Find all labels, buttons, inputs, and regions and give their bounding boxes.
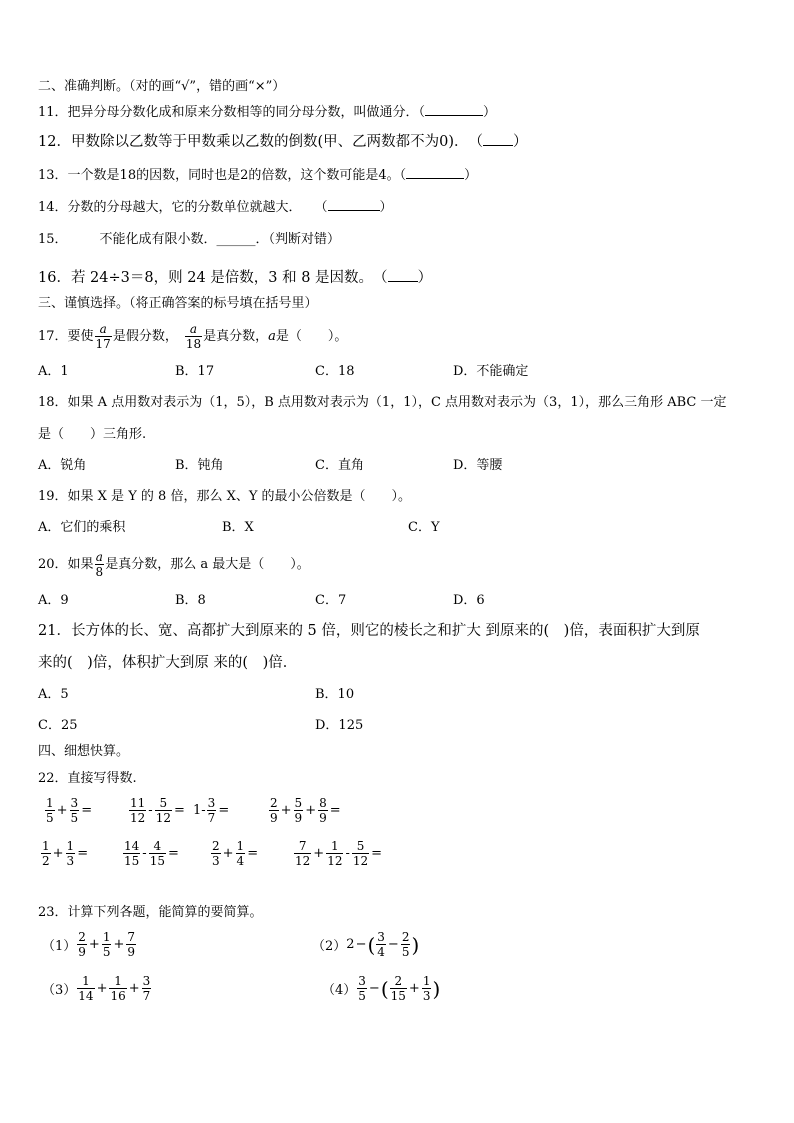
problem-3: （3） $\frac{1}{14}$ + $\frac{1}{16}$ + $\frac{3}{7}$ — [42, 974, 151, 1003]
option-b[interactable]: B．8 — [175, 593, 206, 608]
question-18-line-2: 是（ ）三角形. — [38, 427, 147, 442]
answer-blank[interactable] — [425, 103, 483, 116]
option-c[interactable]: C．18 — [315, 364, 355, 379]
option-c[interactable]: C．7 — [315, 593, 347, 608]
option-a[interactable]: A．它们的乘积 — [38, 520, 126, 535]
expression-7: $\frac{2}{3}$ + $\frac{1}{4}$ = — [212, 839, 259, 868]
option-b[interactable]: B．X — [222, 520, 254, 535]
problem-1: （1） $\frac{2}{9}$ + $\frac{1}{5}$ + $\frac{7}{9}$ — [42, 930, 136, 959]
option-d[interactable]: D．不能确定 — [453, 364, 529, 379]
expression-2: $\frac{11}{12}$ - $\frac{5}{12}$ = — [130, 796, 185, 825]
question-12: 12．甲数除以乙数等于甲数乘以乙数的倒数(甲、乙两数都不为0)． （ ） — [38, 134, 528, 150]
expression-4: $\frac{2}{9}$ + $\frac{5}{9}$ + $\frac{8}{9}$ = — [270, 796, 341, 825]
question-13: 13．一个数是18的因数，同时也是2的倍数，这个数可能是4。（ ） — [38, 168, 478, 183]
question-11: 11．把异分母分数化成和原来分数相等的同分母分数，叫做通分．（ ） — [38, 105, 497, 120]
question-17: 17．要使 $\frac{a}{17}$ 是假分数， $\frac{a}{18}$ 是真分数，a是（ ）。 — [38, 322, 348, 351]
option-c[interactable]: C．直角 — [315, 458, 364, 473]
fraction: $\frac{a}{17}$ — [95, 322, 111, 351]
expression-3: 1- $\frac{3}{7}$ = — [193, 796, 230, 825]
question-15: 15． 不能化成有限小数．______．（判断对错） — [38, 232, 341, 247]
option-a[interactable]: A．1 — [38, 364, 69, 379]
option-b[interactable]: B．钝角 — [175, 458, 224, 473]
section-4-heading: 四、细想快算。 — [38, 744, 130, 759]
answer-blank[interactable] — [388, 269, 418, 282]
question-21-line-1: 21．长方体的长、宽、高都扩大到原来的 5 倍，则它的棱长之和扩大 到原来的( )倍，表面积扩大到原 — [38, 623, 700, 639]
question-18-line-1: 18．如果 A 点用数对表示为（1，5），B 点用数对表示为（1，1），C 点用数对表示为（3，1），那么三角形 ABC 一定 — [38, 395, 727, 410]
answer-blank[interactable] — [483, 133, 513, 146]
problem-2: （2） 2 − ( $\frac{3}{4}$ − $\frac{2}{5}$ ) — [312, 930, 420, 959]
section-2-heading: 二、准确判断。（对的画“√”，错的画“×”） — [38, 79, 286, 94]
expression-5: $\frac{1}{2}$ + $\frac{1}{3}$ = — [42, 839, 89, 868]
question-22-title: 22．直接写得数. — [38, 771, 137, 786]
question-14: 14．分数的分母越大，它的分数单位就越大． （ ） — [38, 200, 393, 215]
expression-8: $\frac{7}{12}$ + $\frac{1}{12}$ - $\frac{5}{12}$ = — [295, 839, 383, 868]
option-a[interactable]: A．5 — [38, 687, 69, 702]
expression-6: $\frac{14}{15}$ - $\frac{4}{15}$ = — [124, 839, 179, 868]
option-a[interactable]: A．锐角 — [38, 458, 87, 473]
answer-blank[interactable] — [406, 166, 464, 179]
option-d[interactable]: D．6 — [453, 593, 485, 608]
option-d[interactable]: D．125 — [315, 718, 364, 733]
fraction: $\frac{a}{18}$ — [185, 322, 202, 351]
option-c[interactable]: C．Y — [408, 520, 440, 535]
problem-4: （4） $\frac{3}{5}$ − ( $\frac{2}{15}$ + $\frac{1}{3}$ ) — [322, 974, 441, 1003]
question-23-title: 23．计算下列各题，能简算的要简算。 — [38, 905, 263, 920]
option-a[interactable]: A．9 — [38, 593, 69, 608]
question-19: 19．如果 X 是 Y 的 8 倍，那么 X、Y 的最小公倍数是（ ）。 — [38, 489, 412, 504]
section-3-heading: 三、谨慎选择。（将正确答案的标号填在括号里） — [38, 296, 318, 311]
option-d[interactable]: D．等腰 — [453, 458, 503, 473]
question-20: 20．如果 $\frac{a}{8}$ 是真分数，那么 a 最大是（ ）。 — [38, 550, 310, 579]
option-b[interactable]: B．10 — [315, 687, 355, 702]
fraction: $\frac{a}{8}$ — [95, 550, 104, 579]
option-c[interactable]: C．25 — [38, 718, 78, 733]
expression-1: $\frac{1}{5}$ + $\frac{3}{5}$ = — [46, 796, 93, 825]
question-21-line-2: 来的( )倍，体积扩大到原 来的( )倍． — [38, 655, 298, 671]
option-b[interactable]: B．17 — [175, 364, 215, 379]
answer-blank[interactable] — [328, 198, 380, 211]
question-16: 16．若 24÷3＝8，则 24 是倍数，3 和 8 是因数。 （ ） — [38, 270, 433, 286]
